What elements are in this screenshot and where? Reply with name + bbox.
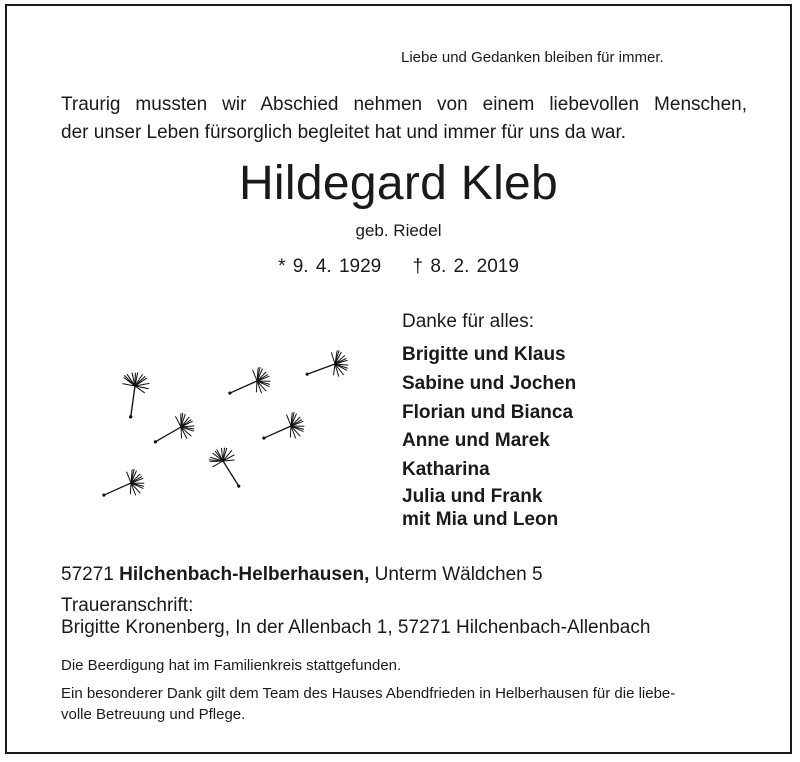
family-list xyxy=(402,341,576,531)
mourning-address: Brigitte Kronenberg, In der Allenbach 1, 57271 Hilchenbach-Allenbach xyxy=(61,617,651,638)
thanks-note xyxy=(61,683,675,725)
thanks-note-line-2: volle Betreuung und Pflege. xyxy=(61,706,246,723)
family-member: Julia und Frank xyxy=(402,485,543,507)
family-member: mit Mia und Leon xyxy=(402,508,559,530)
family-member: Florian und Bianca xyxy=(402,401,574,423)
street: Unterm Wäldchen 5 xyxy=(374,564,543,585)
obituary-notice xyxy=(5,4,792,754)
thanks-heading: Danke für alles: xyxy=(402,311,535,332)
funeral-note: Die Beerdigung hat im Familienkreis stattgefunden. xyxy=(61,657,402,674)
seed-7 xyxy=(98,468,146,502)
life-dates xyxy=(7,256,790,278)
intro-text xyxy=(61,91,747,147)
birth-name: geb. Riedel xyxy=(355,221,442,240)
city: Hilchenbach-Helberhausen, xyxy=(119,564,370,585)
family-member: Brigitte und Klaus xyxy=(402,344,566,365)
seed-1 xyxy=(111,369,152,421)
motto: Liebe und Gedanken bleiben für immer. xyxy=(401,49,664,66)
residence-address xyxy=(61,564,543,586)
seed-5 xyxy=(258,411,306,445)
seed-6 xyxy=(206,444,245,494)
thanks-note-line-1: Ein besonderer Dank gilt dem Team des Hauses Abendfrieden in Helberhausen für die liebe- xyxy=(61,685,676,702)
deceased-name: Hildegard Kleb xyxy=(238,157,559,210)
seed-4 xyxy=(148,411,198,449)
death-date: † 8. 2. 2019 xyxy=(412,256,519,277)
family-member: Anne und Marek xyxy=(402,430,550,452)
mourning-address-label: Traueranschrift: xyxy=(61,595,194,616)
seed-2 xyxy=(224,366,272,400)
intro-line-2: der unser Leben fürsorglich begleitet hat und immer für uns da war. xyxy=(61,122,627,143)
dandelion-seeds-icon xyxy=(77,336,377,516)
family-member: Katharina xyxy=(402,459,490,481)
seed-3 xyxy=(303,349,350,381)
birth-date: * 9. 4. 1929 xyxy=(278,256,382,277)
intro-line-1: Traurig mussten wir Abschied nehmen von einem liebevollen Menschen, xyxy=(61,94,747,115)
family-member: Sabine und Jochen xyxy=(402,372,577,394)
postcode: 57271 xyxy=(61,564,114,585)
